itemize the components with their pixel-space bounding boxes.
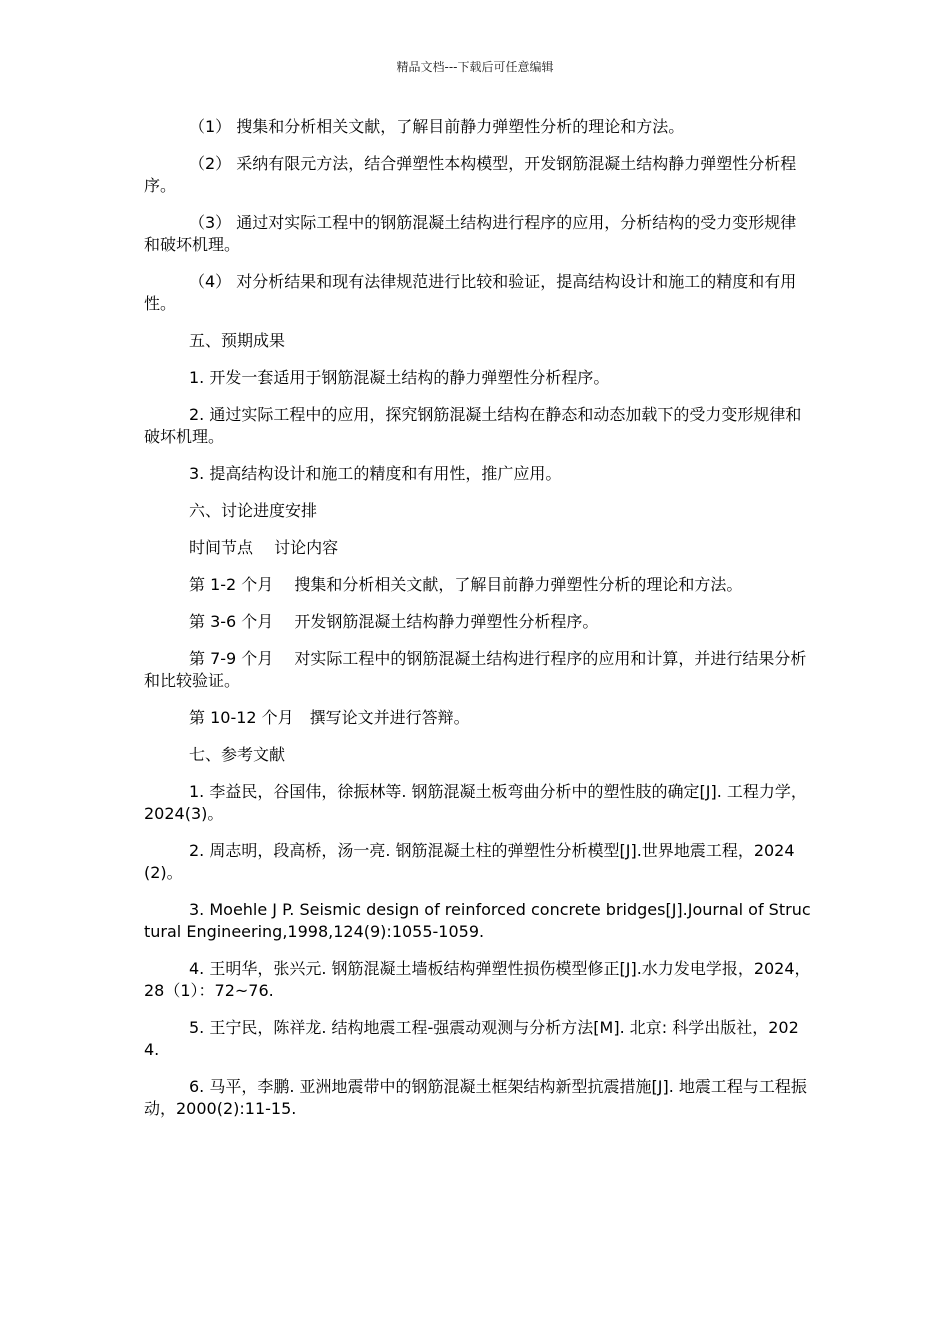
schedule-row: 第 10-12 个月 撰写论文并进行答辩。 <box>189 708 470 727</box>
section-heading: 七、参考文献 <box>189 745 286 764</box>
schedule-row: 第 3-6 个月 开发钢筋混凝土结构静力弹塑性分析程序。 <box>189 612 599 631</box>
section-heading: 五、预期成果 <box>189 331 286 350</box>
paragraph: 3. 提高结构设计和施工的精度和有用性，推广应用。 <box>189 464 562 483</box>
paragraph: （2） 采纳有限元方法，结合弹塑性本构模型，开发钢筋混凝土结构静力弹塑性分析程序。 <box>144 154 797 195</box>
schedule-header: 时间节点 讨论内容 <box>189 538 339 557</box>
reference-item: 1. 李益民，谷国伟，徐振林等. 钢筋混凝土板弯曲分析中的塑性肢的确定[J]. 工程力学，2024(3)。 <box>144 782 807 823</box>
paragraph: 1. 开发一套适用于钢筋混凝土结构的静力弹塑性分析程序。 <box>189 368 610 387</box>
reference-item: 6. 马平，李鹏. 亚洲地震带中的钢筋混凝土框架结构新型抗震措施[J]. 地震工程与工程振动，2000(2):11-15. <box>144 1077 807 1118</box>
page-header: 精品文档---下载后可任意编辑 <box>396 60 554 74</box>
reference-item: 2. 周志明，段高桥，汤一亮. 钢筋混凝土柱的弹塑性分析模型[J].世界地震工程，2024(2)。 <box>144 841 795 882</box>
reference-item: 5. 王宁民，陈祥龙. 结构地震工程-强震动观测与分析方法[M]. 北京: 科学出版社，2024. <box>144 1018 799 1059</box>
schedule-row: 第 7-9 个月 对实际工程中的钢筋混凝土结构进行程序的应用和计算，并进行结果分析和比较验证。 <box>144 649 807 690</box>
paragraph: （1） 搜集和分析相关文献，了解目前静力弹塑性分析的理论和方法。 <box>189 117 685 136</box>
section-heading: 六、讨论进度安排 <box>189 501 318 520</box>
schedule-row: 第 1-2 个月 搜集和分析相关文献，了解目前静力弹塑性分析的理论和方法。 <box>189 575 743 594</box>
reference-item: 4. 王明华，张兴元. 钢筋混凝土墙板结构弹塑性损伤模型修正[J].水力发电学报，2024，28（1）：72~76. <box>144 959 811 1000</box>
paragraph: （3） 通过对实际工程中的钢筋混凝土结构进行程序的应用，分析结构的受力变形规律和破坏机理。 <box>144 213 797 254</box>
reference-item: 3. Moehle J P. Seismic design of reinforced concrete bridges[J].Journal of Structural Engineering,1998,124(9):1055-1059. <box>144 900 811 941</box>
paragraph: （4） 对分析结果和现有法律规范进行比较和验证，提高结构设计和施工的精度和有用性。 <box>144 272 797 313</box>
document-body <box>144 116 812 1135</box>
paragraph: 2. 通过实际工程中的应用，探究钢筋混凝土结构在静态和动态加载下的受力变形规律和破坏机理。 <box>144 405 802 446</box>
